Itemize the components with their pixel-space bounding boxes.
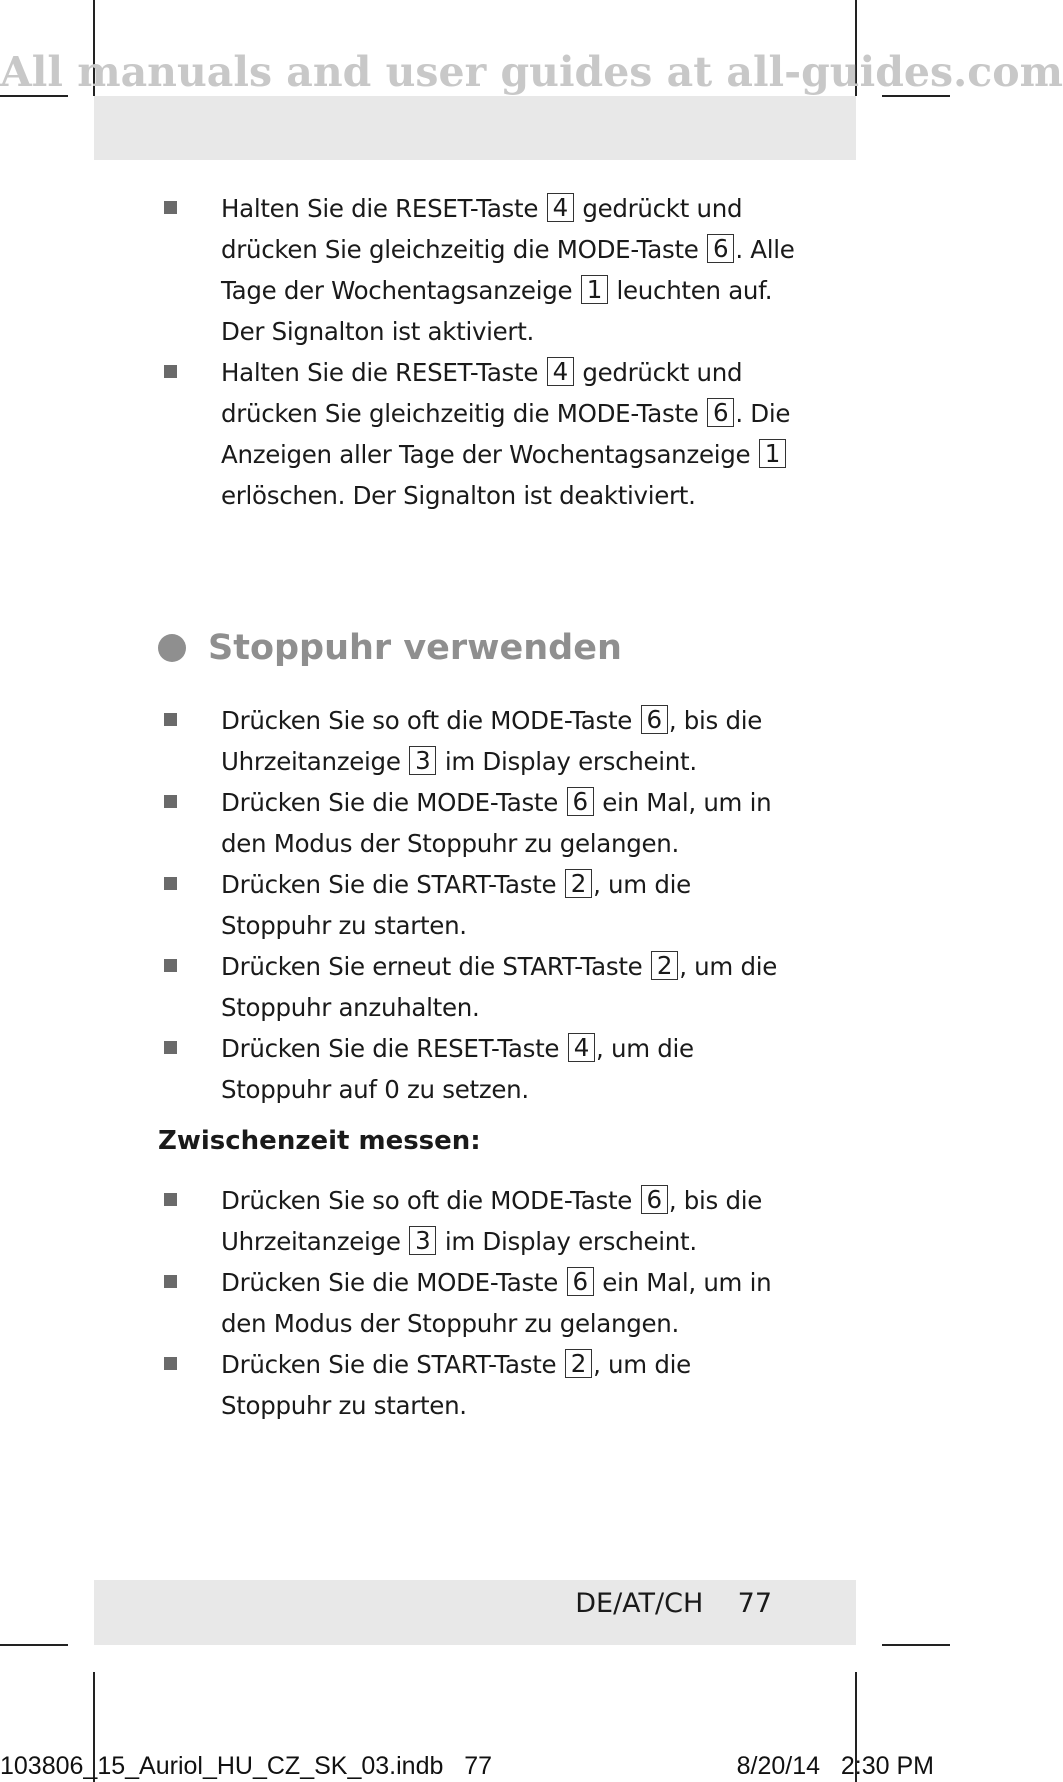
slug-page: 77: [464, 1752, 493, 1780]
item-text: Drücken Sie die MODE-Taste: [221, 788, 566, 817]
slug-filename: 103806_15_Auriol_HU_CZ_SK_03.indb: [0, 1752, 444, 1780]
item-text: . Die Anzeigen aller Tage der Wochentagsanzeige: [221, 399, 791, 469]
item-text: Drücken Sie die RESET-Taste: [221, 1034, 567, 1063]
section-title: [158, 628, 622, 668]
key-reference: 3: [409, 746, 436, 775]
item-text: Drücken Sie erneut die START-Taste: [221, 952, 650, 981]
slug-date: 8/20/14: [736, 1752, 821, 1780]
header-bar: [94, 96, 856, 160]
split-time-heading: Zwischenzeit messen:: [158, 1126, 481, 1156]
key-reference: 4: [568, 1033, 595, 1062]
item-text: , um die Stoppuhr anzuhalten.: [221, 952, 777, 1022]
footer-region: DE/AT/CH: [575, 1588, 704, 1619]
key-reference: 6: [707, 398, 734, 427]
page-number: 77: [737, 1588, 772, 1619]
list-item: [158, 1262, 808, 1344]
item-text: Halten Sie die RESET-Taste: [221, 358, 546, 387]
item-text: , um die Stoppuhr auf 0 zu setzen.: [221, 1034, 694, 1104]
list-item: [158, 700, 808, 782]
list-item: [158, 1344, 808, 1426]
item-text: Drücken Sie die MODE-Taste: [221, 1268, 566, 1297]
item-text: Drücken Sie die START-Taste: [221, 1350, 564, 1379]
item-text: leuchten auf. Der Signalton ist aktiviert.: [221, 276, 773, 346]
item-text: erlöschen. Der Signalton ist deaktiviert.: [221, 481, 696, 510]
key-reference: 6: [567, 1267, 594, 1296]
list-item: [158, 352, 808, 516]
item-text: , bis die Uhrzeitanzeige: [221, 1186, 763, 1256]
watermark: All manuals and user guides at all-guides.com: [0, 48, 1063, 96]
list-item: [158, 946, 808, 1028]
list-item: [158, 188, 808, 352]
key-reference: 1: [581, 275, 608, 304]
square-bullet-icon: [164, 1357, 177, 1370]
key-reference: 6: [567, 787, 594, 816]
square-bullet-icon: [164, 795, 177, 808]
section-bullet-icon: [158, 634, 186, 662]
square-bullet-icon: [164, 1275, 177, 1288]
list-item: [158, 864, 808, 946]
item-text: im Display erscheint.: [437, 1227, 697, 1256]
list-item: [158, 1028, 808, 1110]
item-text: im Display erscheint.: [437, 747, 697, 776]
key-reference: 6: [707, 234, 734, 263]
square-bullet-icon: [164, 877, 177, 890]
item-text: Drücken Sie die START-Taste: [221, 870, 564, 899]
item-text: gedrückt und drücken Sie gleichzeitig die MODE-Taste: [221, 194, 743, 264]
square-bullet-icon: [164, 201, 177, 214]
key-reference: 2: [565, 869, 592, 898]
footer-page-label: [575, 1588, 772, 1619]
key-reference: 3: [409, 1226, 436, 1255]
item-text: Halten Sie die RESET-Taste: [221, 194, 546, 223]
key-reference: 6: [641, 1185, 668, 1214]
list-item: [158, 782, 808, 864]
item-text: Drücken Sie so oft die MODE-Taste: [221, 1186, 640, 1215]
item-text: , bis die Uhrzeitanzeige: [221, 706, 763, 776]
item-text: ein Mal, um in den Modus der Stoppuhr zu gelangen.: [221, 1268, 772, 1338]
square-bullet-icon: [164, 1041, 177, 1054]
item-text: , um die Stoppuhr zu starten.: [221, 1350, 691, 1420]
section-title-text: Stoppuhr verwenden: [208, 628, 622, 668]
item-text: , um die Stoppuhr zu starten.: [221, 870, 691, 940]
split-list: [158, 1180, 808, 1426]
square-bullet-icon: [164, 1193, 177, 1206]
signal-list: [158, 188, 808, 516]
stopwatch-list: [158, 700, 808, 1110]
signal-instructions: [158, 188, 808, 516]
item-text: gedrückt und drücken Sie gleichzeitig die MODE-Taste: [221, 358, 743, 428]
slug-time: 2:30 PM: [840, 1752, 934, 1780]
key-reference: 1: [759, 439, 786, 468]
key-reference: 2: [651, 951, 678, 980]
crop-mark: [0, 1644, 68, 1646]
key-reference: 2: [565, 1349, 592, 1378]
key-reference: 6: [641, 705, 668, 734]
stopwatch-instructions: [158, 700, 808, 1110]
square-bullet-icon: [164, 959, 177, 972]
crop-mark: [882, 1644, 950, 1646]
item-text: ein Mal, um in den Modus der Stoppuhr zu gelangen.: [221, 788, 772, 858]
key-reference: 4: [547, 357, 574, 386]
print-slug-file: [0, 1752, 492, 1781]
print-slug-date: [737, 1752, 934, 1781]
item-text: Drücken Sie so oft die MODE-Taste: [221, 706, 640, 735]
square-bullet-icon: [164, 365, 177, 378]
list-item: [158, 1180, 808, 1262]
key-reference: 4: [547, 193, 574, 222]
item-text: . Alle Tage der Wochentagsanzeige: [221, 235, 795, 305]
split-instructions: [158, 1180, 808, 1426]
square-bullet-icon: [164, 713, 177, 726]
